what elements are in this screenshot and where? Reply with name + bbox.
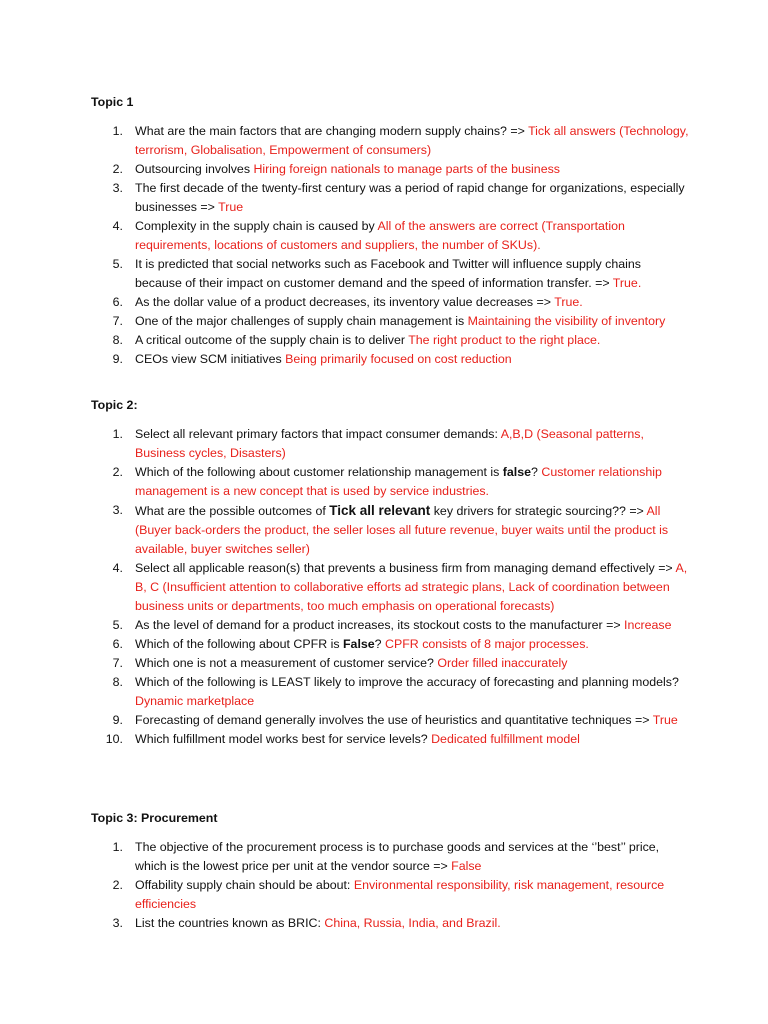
- item-number: 7.: [112, 314, 123, 328]
- item-number: 5.: [112, 618, 123, 632]
- answer-text: Being primarily focused on cost reduction: [285, 352, 512, 366]
- item-number: 4.: [112, 561, 123, 575]
- list-item: [91, 179, 691, 217]
- item-number: 6.: [112, 295, 123, 309]
- list-item: [91, 673, 691, 711]
- question-text: ?: [374, 637, 386, 651]
- list-item: [91, 616, 691, 635]
- item-number: 1.: [112, 427, 123, 441]
- topic-1-section: [91, 93, 691, 369]
- question-text: A critical outcome of the supply chain is to deliver: [135, 333, 409, 347]
- answer-text: True.: [612, 276, 642, 290]
- question-text: The objective of the procurement process is to purchase goods and services at the ‘’best’’ price, which is the lowest price per unit at the vendor source =>: [135, 840, 660, 873]
- question-text: What are the possible outcomes of: [135, 504, 330, 518]
- item-number: 1.: [112, 124, 123, 138]
- list-item: [91, 425, 691, 463]
- item-number: 7.: [112, 656, 123, 670]
- list-item: [91, 331, 691, 350]
- answer-text: Environmental responsibility, risk management, resource efficiencies: [135, 878, 665, 911]
- question-text: The first decade of the twenty-first century was a period of rapid change for organizations, especially businesses =>: [135, 181, 685, 214]
- topic-2-title: Topic 2:: [91, 398, 138, 412]
- question-text: Which of the following about CPFR is: [135, 637, 343, 651]
- item-number: 10.: [105, 732, 123, 746]
- answer-text: Customer relationship management is a new concept that is used by service industries.: [135, 465, 662, 498]
- answer-text: A, B, C (Insufficient attention to collaborative efforts ad strategic plans, Lack of coordination between business units or departments, too much emphasis on operational forecasts): [135, 561, 688, 613]
- list-item: [91, 255, 691, 293]
- item-number: 6.: [112, 637, 123, 651]
- answer-text: Order filled inaccurately: [437, 656, 568, 670]
- question-text: As the dollar value of a product decreases, its inventory value decreases =>: [135, 295, 555, 309]
- item-number: 8.: [112, 675, 123, 689]
- answer-text: Increase: [624, 618, 672, 632]
- topic-3-list: [91, 838, 691, 933]
- answer-text: All of the answers are correct (Transportation requirements, locations of customers and suppliers, the number of SKUs).: [135, 219, 625, 252]
- question-text: Outsourcing involves: [135, 162, 254, 176]
- answer-text: False: [451, 859, 482, 873]
- question-text: Offability supply chain should be about:: [135, 878, 354, 892]
- question-text: CEOs view SCM initiatives: [135, 352, 286, 366]
- list-item: [91, 217, 691, 255]
- topic-3-title: Topic 3: Procurement: [91, 811, 218, 825]
- list-item: [91, 838, 691, 876]
- answer-text: Hiring foreign nationals to manage parts of the business: [253, 162, 560, 176]
- question-text: What are the main factors that are changing modern supply chains? =>: [135, 124, 529, 138]
- question-text: Which of the following about customer relationship management is: [135, 465, 503, 479]
- answer-text: Tick all answers (Technology, terrorism, Globalisation, Empowerment of consumers): [135, 124, 689, 157]
- question-text: Which one is not a measurement of customer service?: [135, 656, 438, 670]
- question-text: Which fulfillment model works best for service levels?: [135, 732, 432, 746]
- topic-3-section: [91, 809, 691, 933]
- list-item: [91, 350, 691, 369]
- question-text: key drivers for strategic sourcing?? =>: [430, 504, 647, 518]
- list-item: [91, 711, 691, 730]
- list-item: [91, 654, 691, 673]
- list-item: [91, 501, 691, 559]
- emphasized-text: false: [502, 465, 532, 479]
- topic-2-section: [91, 396, 691, 749]
- answer-text: A,B,D (Seasonal patterns, Business cycles, Disasters): [135, 427, 644, 460]
- question-text: Complexity in the supply chain is caused by: [135, 219, 378, 233]
- answer-text: True: [652, 713, 678, 727]
- question-text: It is predicted that social networks such as Facebook and Twitter will influence supply chains because of their impact on customer demand and the speed of information transfer. =>: [135, 257, 641, 290]
- list-item: [91, 730, 691, 749]
- list-item: [91, 312, 691, 331]
- question-text: One of the major challenges of supply chain management is: [135, 314, 468, 328]
- item-number: 1.: [112, 840, 123, 854]
- question-text: ?: [531, 465, 542, 479]
- answer-text: True.: [554, 295, 583, 309]
- emphasized-text: Tick all relevant: [329, 503, 431, 518]
- question-text: Select all applicable reason(s) that prevents a business firm from managing demand effectively =>: [135, 561, 676, 575]
- item-number: 2.: [112, 162, 123, 176]
- answer-text: True: [218, 200, 244, 214]
- question-text: Select all relevant primary factors that impact consumer demands:: [135, 427, 501, 441]
- item-number: 8.: [112, 333, 123, 347]
- answer-text: China, Russia, India, and Brazil.: [324, 916, 501, 930]
- item-number: 3.: [112, 916, 123, 930]
- list-item: [91, 122, 691, 160]
- topic-1-title: Topic 1: [91, 95, 134, 109]
- item-number: 9.: [112, 352, 123, 366]
- question-text: As the level of demand for a product increases, its stockout costs to the manufacturer =>: [135, 618, 624, 632]
- list-item: [91, 876, 691, 914]
- question-text: List the countries known as BRIC:: [135, 916, 325, 930]
- list-item: [91, 914, 691, 933]
- answer-text: CPFR consists of 8 major processes.: [385, 637, 589, 651]
- item-number: 3.: [112, 503, 123, 517]
- answer-text: The right product to the right place.: [408, 333, 601, 347]
- list-item: [91, 635, 691, 654]
- item-number: 3.: [112, 181, 123, 195]
- question-text: Forecasting of demand generally involves the use of heuristics and quantitative techniques =>: [135, 713, 653, 727]
- item-number: 2.: [112, 878, 123, 892]
- answer-text: Maintaining the visibility of inventory: [467, 314, 666, 328]
- list-item: [91, 293, 691, 312]
- emphasized-text: False: [342, 637, 375, 651]
- answer-text: Dynamic marketplace: [135, 694, 255, 708]
- item-number: 4.: [112, 219, 123, 233]
- answer-text: All (Buyer back-orders the product, the seller loses all future revenue, buyer waits until the product is available, buyer switches seller): [135, 504, 669, 556]
- list-item: [91, 160, 691, 179]
- item-number: 2.: [112, 465, 123, 479]
- answer-text: Dedicated fulfillment model: [431, 732, 580, 746]
- question-text: Which of the following is LEAST likely to improve the accuracy of forecasting and planning models?: [135, 675, 679, 689]
- list-item: [91, 559, 691, 616]
- item-number: 9.: [112, 713, 123, 727]
- list-item: [91, 463, 691, 501]
- item-number: 5.: [112, 257, 123, 271]
- topic-2-list: [91, 425, 691, 749]
- topic-1-list: [91, 122, 691, 369]
